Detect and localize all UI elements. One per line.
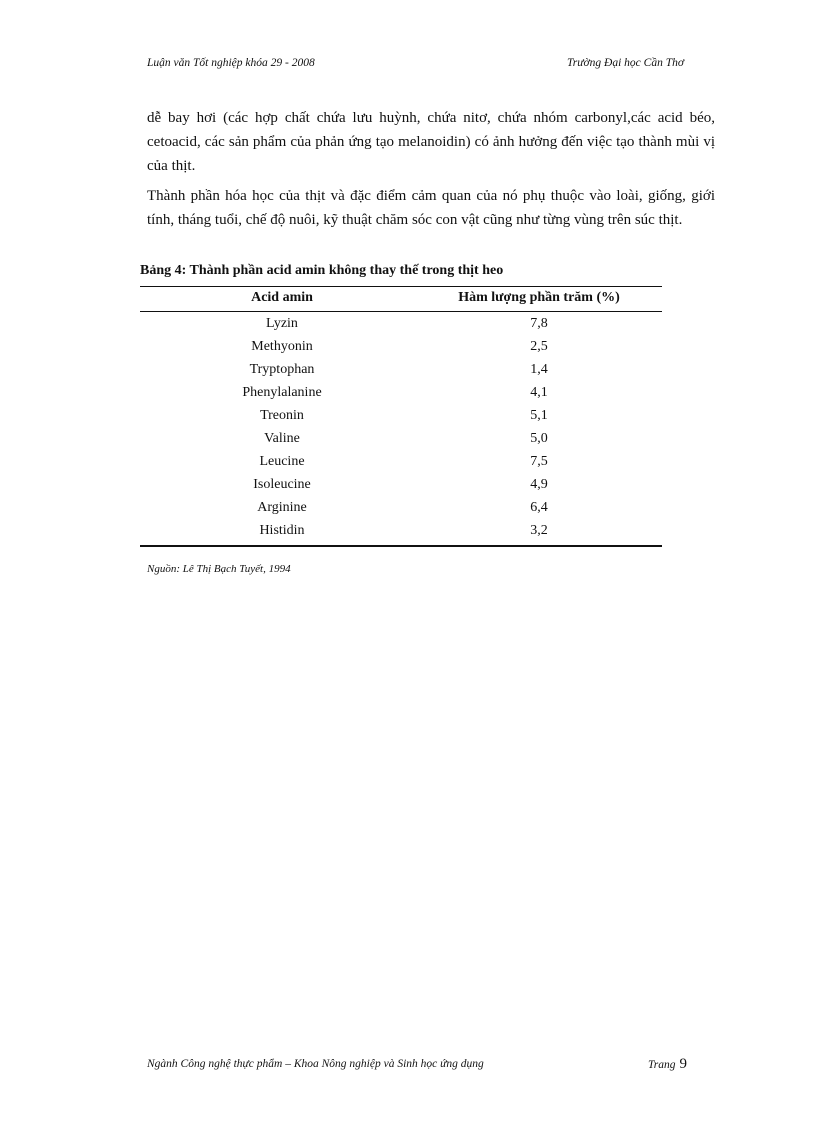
table-row [140, 520, 662, 543]
footer-department: Ngành Công nghệ thực phẩm – Khoa Nông nghiệp và Sinh học ứng dụng [147, 1058, 484, 1070]
acid-name-cell: Phenylalanine [242, 385, 322, 400]
body-paragraph-1: dễ bay hơi (các hợp chất chứa lưu huỳnh, chứa nitơ, chứa nhóm carbonyl,các acid béo, cetoacid, các sản phẩm của phản ứng tạo melanoidin) có ảnh hưởng đến việc tạo thành mùi vị của thịt. [147, 110, 715, 174]
column-header-percentage: Hàm lượng phần trăm (%) [458, 290, 620, 305]
acid-name-cell: Histidin [259, 523, 305, 538]
page-label: Trang [648, 1059, 676, 1071]
percentage-cell: 4,9 [530, 477, 548, 492]
table-source-note: Nguồn: Lê Thị Bạch Tuyết, 1994 [147, 563, 291, 575]
table-row [140, 382, 662, 405]
percentage-cell: 4,1 [530, 385, 548, 400]
header-thesis-title: Luận văn Tốt nghiệp khóa 29 - 2008 [147, 57, 315, 69]
acid-name-cell: Valine [264, 431, 300, 446]
page-footer [147, 1055, 687, 1075]
table-row [140, 405, 662, 428]
acid-name-cell: Lyzin [266, 316, 298, 331]
page-header [147, 57, 684, 73]
table-row [140, 474, 662, 497]
page-number-block [648, 1055, 687, 1073]
amino-acid-table [140, 286, 662, 547]
acid-name-cell: Treonin [260, 408, 304, 423]
header-university: Trường Đại học Cần Thơ [567, 57, 684, 69]
body-paragraph-2: Thành phần hóa học của thịt và đặc điểm cảm quan của nó phụ thuộc vào loài, giống, giới tính, tháng tuổi, chế độ nuôi, kỹ thuật chăm sóc con vật cũng như từng vùng trên súc thịt. [147, 188, 715, 228]
page-number: 9 [679, 1056, 687, 1072]
percentage-cell: 7,8 [530, 316, 548, 331]
percentage-cell: 7,5 [530, 454, 548, 469]
table-row [140, 313, 662, 336]
percentage-cell: 2,5 [530, 339, 548, 354]
percentage-cell: 3,2 [530, 523, 548, 538]
table-row [140, 359, 662, 382]
table-bottom-rule [140, 545, 662, 547]
table-row [140, 497, 662, 520]
column-header-acid-amin: Acid amin [251, 290, 313, 305]
percentage-cell: 5,0 [530, 431, 548, 446]
percentage-cell: 5,1 [530, 408, 548, 423]
table-row [140, 336, 662, 359]
percentage-cell: 6,4 [530, 500, 548, 515]
acid-name-cell: Isoleucine [253, 477, 311, 492]
acid-name-cell: Arginine [257, 500, 307, 515]
table-header-row [140, 287, 662, 311]
table-body [140, 312, 662, 545]
table-row [140, 451, 662, 474]
percentage-cell: 1,4 [530, 362, 548, 377]
acid-name-cell: Leucine [259, 454, 305, 469]
table-caption: Bảng 4: Thành phần acid amin không thay thế trong thịt heo [140, 263, 504, 278]
table-row [140, 428, 662, 451]
acid-name-cell: Tryptophan [249, 362, 315, 377]
acid-name-cell: Methyonin [251, 339, 313, 354]
